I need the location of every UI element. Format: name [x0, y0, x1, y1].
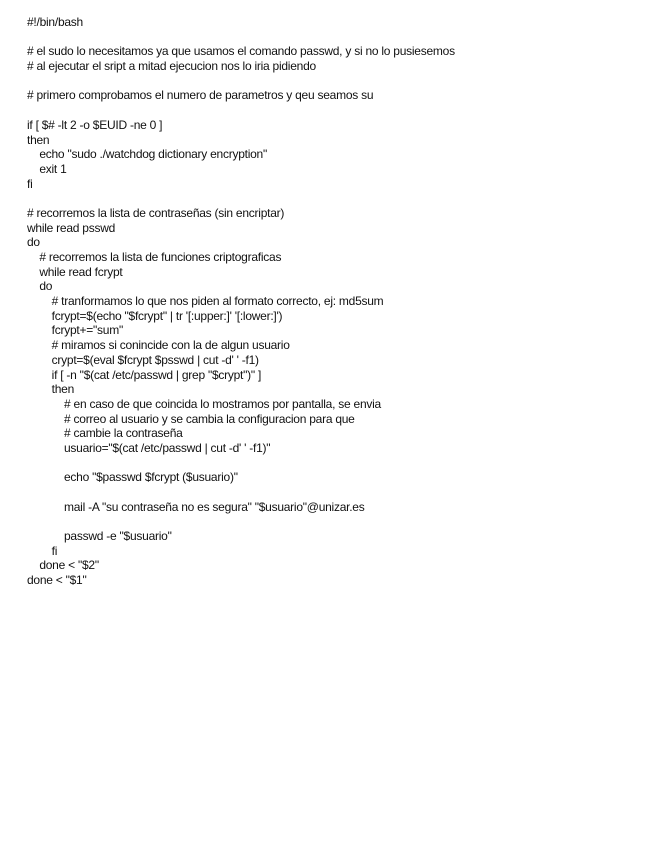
- code-line: then: [27, 132, 50, 147]
- code-line: if [ -n "$(cat /etc/passwd | grep "$crypt")" ]: [27, 367, 262, 382]
- code-line: fi: [27, 543, 58, 558]
- code-line: [27, 191, 647, 206]
- code-line: done < "$2": [27, 558, 99, 573]
- code-line: # miramos si conincide con la de algun usuario: [27, 338, 290, 353]
- code-line: crypt=$(eval $fcrypt $psswd | cut -d' ' -f1): [27, 352, 259, 367]
- code-line: if [ $# -lt 2 -o $EUID -ne 0 ]: [27, 117, 163, 132]
- code-line: [27, 456, 647, 471]
- code-line: usuario="$(cat /etc/passwd | cut -d' ' -f1)": [27, 440, 271, 455]
- code-line: echo "sudo ./watchdog dictionary encryption": [27, 147, 267, 162]
- code-line: # cambie la contraseña: [27, 426, 183, 441]
- code-line: #!/bin/bash: [27, 15, 83, 29]
- code-line: do: [27, 235, 40, 250]
- code-line: [27, 485, 647, 500]
- code-line: while read psswd: [27, 220, 116, 235]
- code-line: while read fcrypt: [27, 264, 123, 279]
- code-line: # recorremos la lista de funciones criptograficas: [27, 250, 282, 264]
- code-line: fi: [27, 176, 33, 191]
- code-line: [27, 514, 647, 529]
- code-line: # correo al usuario y se cambia la configuracion para que: [27, 411, 355, 426]
- script-listing: [27, 15, 647, 588]
- code-line: [27, 103, 647, 118]
- code-line: fcrypt+="sum": [27, 323, 123, 338]
- code-line: mail -A "su contraseña no es segura" "$usuario"@unizar.es: [27, 499, 365, 514]
- code-line: do: [27, 279, 53, 294]
- code-line: passwd -e "$usuario": [27, 529, 172, 544]
- code-line: [27, 74, 647, 89]
- code-line: # recorremos la lista de contraseñas (sin encriptar): [27, 205, 285, 220]
- code-line: fcrypt=$(echo "$fcrypt" | tr '[:upper:]' '[:lower:]'): [27, 308, 283, 323]
- code-line: then: [27, 382, 75, 397]
- code-line: [27, 30, 647, 45]
- code-line: # al ejecutar el sript a mitad ejecucion nos lo iria pidiendo: [27, 59, 316, 74]
- code-line: echo "$passwd $fcrypt ($usuario)": [27, 470, 238, 485]
- code-line: # primero comprobamos el numero de parametros y qeu seamos su: [27, 88, 374, 103]
- code-line: exit 1: [27, 161, 67, 176]
- code-line: # el sudo lo necesitamos ya que usamos el comando passwd, y si no lo pusiesemos: [27, 44, 455, 59]
- code-line: # tranformamos lo que nos piden al formato correcto, ej: md5sum: [27, 294, 384, 309]
- code-line: done < "$1": [27, 573, 87, 588]
- code-line: # en caso de que coincida lo mostramos por pantalla, se envia: [27, 396, 381, 411]
